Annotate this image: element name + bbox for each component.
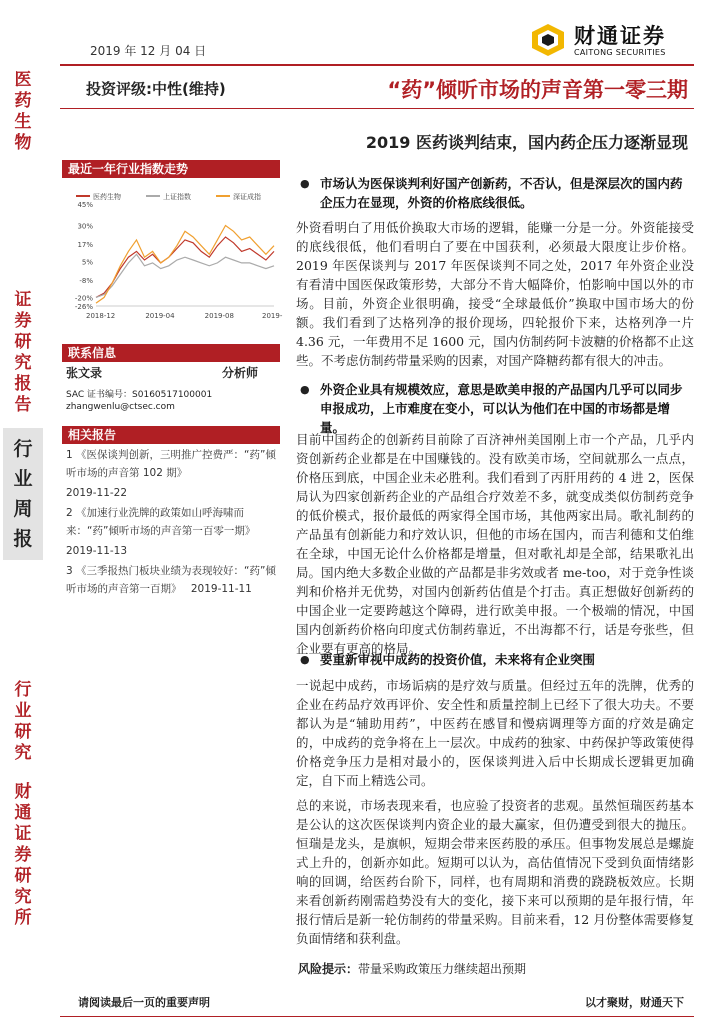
contact-section-heading: 联系信息 <box>62 344 280 362</box>
title-rule <box>60 108 694 109</box>
logo-en-text: CAITONG SECURITIES <box>574 47 666 57</box>
analyst-contact <box>66 364 280 412</box>
header-rule <box>60 64 694 66</box>
list-item[interactable]: 3 《三季报热门板块业绩为表现较好：“药”倾听市场的声音第一百期》 2019-11-11 <box>66 565 276 595</box>
chart-section-heading: 最近一年行业指数走势 <box>62 160 280 178</box>
key-point-2: ● 外资企业具有规模效应，意思是欧美申报的产品国内几乎可以同步申报成功，上市难度在变小，可以认为他们在中国的市场都是增量。 <box>298 380 694 437</box>
legend-label: 上证指数 <box>163 193 191 201</box>
footer-rule <box>60 1016 694 1017</box>
company-logo <box>530 18 700 62</box>
key-point-1: ● 市场认为医保谈判利好国产创新药，不否认，但是深层次的国内药企压力在显现，外资的价格底线很低。 <box>298 174 694 212</box>
y-tick-label: -20% <box>74 294 93 303</box>
y-tick-label: 5% <box>81 258 93 267</box>
analyst-name: 张文录 <box>66 366 103 380</box>
analyst-email[interactable]: zhangwenlu@ctsec.com <box>66 402 175 412</box>
footer-slogan: 以才聚财，财通天下 <box>585 996 684 1009</box>
side-label-industry-research: 行 业 研 究 <box>14 680 32 763</box>
body-paragraph-3: 一说起中成药，市场诟病的是疗效与质量。但经过五年的洗牌，优秀的企业在药品疗效再评价、安全性和质量控制上已经下了很大功夫。不要都认为是“辅助用药”，中医药在感冒和慢病调理等方面的疗效是确定的，中成药的竞争将在上一层次。中成药的独家、中药保护等政策使得价格竞争压力是相对最小的，医保谈判进入后中长期成长逻辑更加确定，自下而上精选公司。 <box>296 678 694 788</box>
report-title: “药”倾听市场的声音第一零三期 <box>387 78 688 102</box>
investment-rating: 投资评级:中性(维持) <box>86 80 226 98</box>
y-tick-label: -8% <box>79 277 93 286</box>
sac-number: SAC 证书编号：S0160517100001 <box>66 390 213 400</box>
key-point-3: ● 要重新审视中成药的投资价值，未来将有企业突围 <box>298 650 694 669</box>
report-subtitle: 2019 医药谈判结束，国内药企压力逐渐显现 <box>365 133 688 152</box>
related-section-heading: 相关报告 <box>62 426 280 444</box>
footer-disclaimer: 请阅读最后一页的重要声明 <box>78 996 210 1009</box>
list-item[interactable]: 2 《加速行业洗牌的政策如山呼海啸而来：“药”倾听市场的声音第一百零一期》 2019-11-13 <box>66 507 256 557</box>
side-strip <box>0 60 46 1020</box>
side-label-institute: 财 通 证 券 研 究 所 <box>14 782 32 928</box>
body-paragraph-1: 外资看明白了用低价换取大市场的逻辑，能赚一分是一分。外资能接受的底线很低，他们看明白了要在中国获利，必须最大限度让步价格。2019 年医保谈判与 2017 年医保谈判不同之处，2017 年外资企业没有看清中国医保政策形势，大部分不肯大幅降价，怕影响中国以外的市场。目前，外资企业很明确，接受“全球最低价”换取中国市场大的份额。我们看到了达格列净的报价现场，四轮报价下来，达格列净一片 4.36 元，一年费用不足 1600 元，国内仿制药阿卡波糖的价格都不止这些。不考虑仿制药带量采购的因素，对国产降糖药都有很大的冲击。 <box>296 220 694 368</box>
list-item[interactable]: 1 《医保谈判创新，三明推广控费严：“药”倾听市场的声音第 102 期》 2019-11-22 <box>66 449 276 499</box>
report-date: 2019 年 12 月 04 日 <box>90 44 207 58</box>
y-tick-label: 17% <box>77 241 93 250</box>
logo-mark-icon <box>530 23 566 57</box>
series-line-1 <box>96 237 274 297</box>
side-label-report-type: 证 券 研 究 报 告 <box>14 290 32 415</box>
risk-warning <box>298 960 526 977</box>
logo-cn-text: 财通证券 <box>574 23 666 48</box>
x-tick-label: 2019- <box>262 312 283 320</box>
related-reports-list <box>66 446 280 600</box>
body-paragraph-4: 总的来说，市场表现来看，也应验了投资者的悲观。虽然恒瑞医药基本是公认的这次医保谈判内资企业的最大赢家，但仍遭受到很大的抛压。恒瑞是龙头，是旗帜，短期会带来医药股的承压。但事物发展总是螺旋式上升的，创新亦如此。短期可以认为，高估值情况下受到负面情绪影响的回调，给医药台阶下，同样，也有周期和消费的跷跷板效应。长期来看创新药刚需趋势没有大的变化，接下来可以预期的是年报行情，年报行情后是新一轮仿制药的带量采购。目前来看，12 月份整体需要修复负面情绪和获利盘。 <box>296 798 694 946</box>
y-tick-label: 30% <box>77 222 93 231</box>
x-tick-label: 2019-04 <box>145 312 175 320</box>
side-label-sector: 医 药 生 物 <box>14 70 32 153</box>
y-tick-label: 45% <box>77 201 93 209</box>
risk-text: 带量采购政策压力继续超出预期 <box>358 962 527 976</box>
risk-label: 风险提示： <box>298 962 359 976</box>
x-tick-label: 2018-12 <box>86 312 116 320</box>
body-paragraph-2: 目前中国药企的创新药目前除了百济神州美国刚上市一个产品，几乎内资创新药企业都是在中国赚钱的。没有欧美市场，空间就那么一点点，价格压到底，中国企业未必胜利。我们看到了丙肝用药的 4 进 2，医保局认为四家创新药企业的产品组合疗效差不多，就变成类似仿制药竞争的低价模式，报价最低的两家得全国市场，其他两家出局。歌礼制药的产品虽有创新能力和疗效认识，但他的市场在国内，而吉利德和艾伯维在全球，中国无论什么价格都是增量，但对歌礼却是全部，结果歌礼出局。国内绝大多数企业做的产品都是非劣效或者 me-too，对于竞争性谈判和价格并无优势，对国内创新药估值是个打击。真正想做好创新药的中国企业一定要跨越这个障碍，进行欧美申报。一个极端的情况，中国国内创新药价格向印度式仿制药靠近，不出海都不行，话是夸张些，但企业要有更高的格局。 <box>296 432 694 656</box>
index-trend-chart <box>62 188 283 328</box>
legend-label: 深证成指 <box>233 193 261 201</box>
legend-label: 医药生物 <box>93 193 121 201</box>
x-tick-label: 2019-08 <box>204 312 234 320</box>
analyst-role: 分析师 <box>221 366 258 380</box>
side-label-weekly: 行 业 周 报 <box>3 428 43 560</box>
y-tick-label: -26% <box>74 303 93 311</box>
